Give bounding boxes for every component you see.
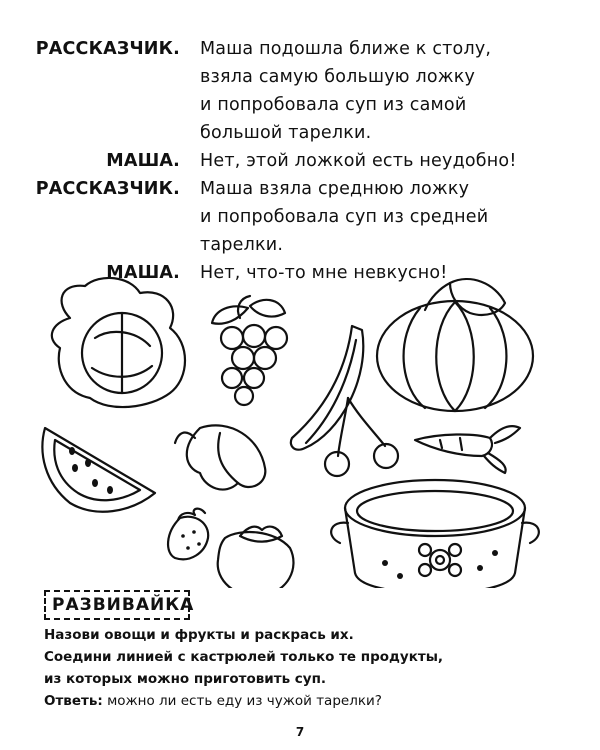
speech-line: Маша подошла ближе к столу,	[200, 39, 492, 59]
task-title: РАЗВИВАЙКА	[52, 595, 195, 615]
answer-label: Ответь:	[44, 693, 103, 709]
speech-line: Нет, что-то мне невкусно!	[200, 263, 448, 283]
speech-line: и попробовала суп из средней	[200, 207, 489, 227]
speech-line: взяла самую большую ложку	[200, 67, 476, 87]
strawberry-icon	[168, 509, 208, 560]
task-instruction: из которых можно приготовить суп.	[44, 671, 327, 687]
speaker-masha: МАША.	[106, 263, 180, 283]
task-question	[44, 690, 382, 712]
coloring-illustration	[0, 268, 600, 588]
speaker-narrator: РАССКАЗЧИК.	[35, 39, 180, 59]
watermelon-icon	[42, 428, 155, 512]
cherries-icon	[325, 398, 398, 476]
speech-line: тарелки.	[200, 235, 284, 255]
banana-icon	[291, 326, 363, 450]
answer-question: можно ли есть еду из чужой тарелки?	[107, 693, 382, 709]
speaker-narrator: РАССКАЗЧИК.	[35, 179, 180, 199]
speech-line: большой тарелки.	[200, 123, 372, 143]
speaker-masha: МАША.	[106, 151, 180, 171]
speech-line: Маша взяла среднюю ложку	[200, 179, 470, 199]
carrot-icon	[415, 426, 520, 473]
bell-pepper-icon	[175, 425, 265, 489]
cabbage-icon	[52, 278, 185, 407]
speech-line: Нет, этой ложкой есть неудобно!	[200, 151, 517, 171]
pumpkin-icon	[377, 279, 533, 411]
task-instruction: Соедини линией с кастрюлей только те продукты,	[44, 649, 444, 665]
speech-line: и попробовала суп из самой	[200, 95, 467, 115]
pot-icon	[331, 480, 539, 588]
grapes-icon	[212, 296, 287, 405]
tomato-icon	[218, 527, 294, 588]
page-number: 7	[295, 725, 305, 739]
task-instruction: Назови овощи и фрукты и раскрась их.	[44, 627, 354, 643]
